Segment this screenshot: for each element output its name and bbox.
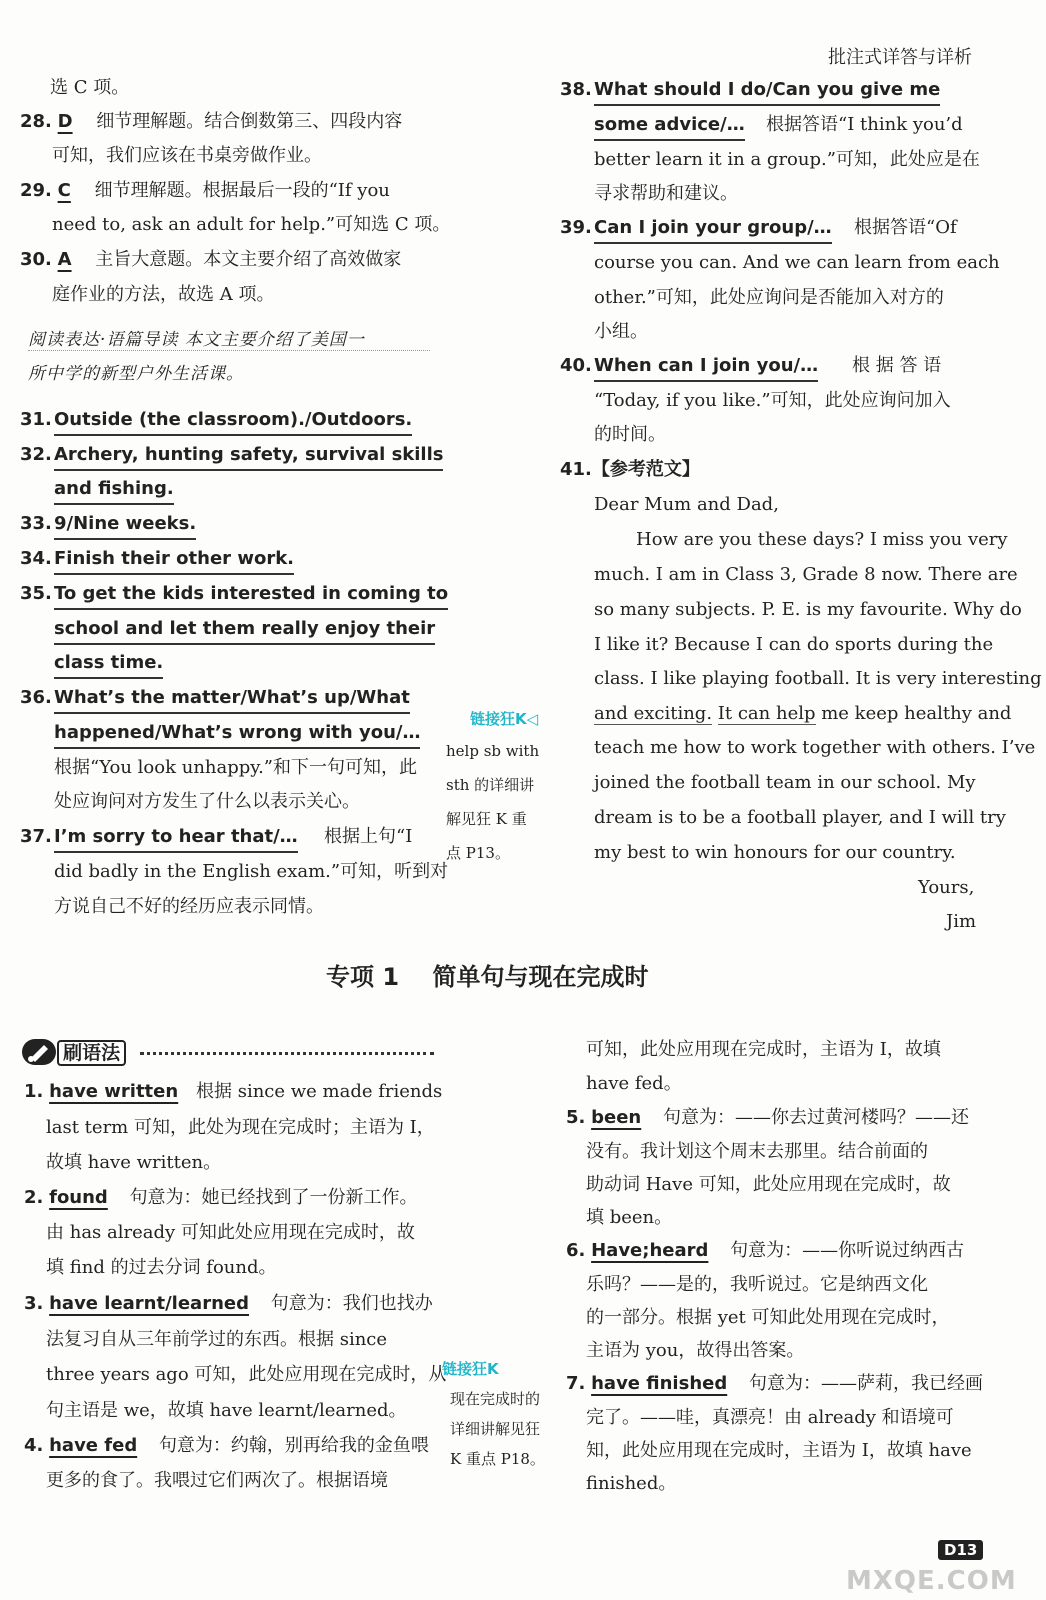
- text-line: 选 C 项。: [50, 77, 130, 98]
- answer-line: What should I do/Can you give me: [594, 78, 940, 106]
- text-line: 可知，我们应该在书桌旁做作业。: [52, 145, 322, 166]
- q41: 41.【参考范文】: [560, 459, 700, 480]
- answer-line: To get the kids interested in coming to: [54, 582, 448, 610]
- side-note-text: help sb with sth 的详细讲 解见狂 K 重 点 P13。: [446, 742, 540, 862]
- q35: 35.: [20, 583, 52, 604]
- answer-line: class time.: [54, 651, 163, 679]
- text-line: “Today, if you like.”可知，此处应询问加入: [594, 390, 951, 411]
- text-line: 的时间。: [594, 424, 666, 445]
- answer-line: Can I join your group/…: [594, 216, 832, 244]
- section-title: 专项 1 简单句与现在完成时: [326, 963, 649, 991]
- text-line: 更多的食了。我喂过它们两次了。根据语境: [46, 1470, 388, 1491]
- q37: 37.: [20, 826, 52, 847]
- text-line: 句主语是 we，故填 have learnt/learned。: [46, 1400, 407, 1421]
- text-line: 根据 since we made friends: [196, 1081, 443, 1102]
- g1: 1. have written: [24, 1081, 179, 1102]
- text-line: 的一部分。根据 yet 可知此处用现在完成时，: [586, 1307, 950, 1328]
- g3: 3. have learnt/learned 句意为：我们也找办: [24, 1293, 433, 1314]
- brush-icon: [22, 1039, 56, 1065]
- answer-line: When can I join you/…: [594, 354, 818, 382]
- q28: 28. D 细节理解题。结合倒数第三、四段内容: [20, 111, 403, 132]
- text-line: 处应询问对方发生了什么以表示关心。: [54, 791, 360, 812]
- text-line: 乐吗？——是的，我听说过。它是纳西文化: [586, 1274, 928, 1295]
- g2: 2. found 句意为：她已经找到了一份新工作。: [24, 1187, 418, 1208]
- q31: 31.: [20, 409, 52, 430]
- text-line: 助动词 Have 可知，此处应用现在完成时，故: [586, 1174, 951, 1195]
- link-k-mark: 链接狂K◁: [470, 710, 539, 728]
- answer-line: Finish their other work.: [54, 547, 294, 575]
- answer-line: happened/What’s wrong with you/…: [54, 721, 420, 749]
- text-line: need to, ask an adult for help.”可知选 C 项。: [52, 214, 451, 235]
- text-line: 法复习自从三年前学过的东西。根据 since: [46, 1329, 388, 1350]
- g4: 4. have fed 句意为：约翰，别再给我的金鱼喂: [24, 1435, 429, 1456]
- text-line: 完了。——哇，真漂亮！由 already 和语境可: [586, 1407, 954, 1428]
- text-line: last term 可知，此处为现在完成时；主语为 I，: [46, 1117, 435, 1138]
- grammar-tag: 刷语法: [22, 1038, 126, 1065]
- divider: [28, 350, 430, 351]
- text-line: 根据上句“I: [324, 826, 413, 847]
- text-line: finished。: [586, 1473, 677, 1494]
- q33: 33.: [20, 513, 52, 534]
- text-line: three years ago 可知，此处应用现在完成时，从: [46, 1364, 447, 1385]
- text-line: 填 find 的过去分词 found。: [46, 1257, 277, 1278]
- q32: 32.: [20, 444, 52, 465]
- side-note-text: 现在完成时的 详细讲解见狂 K 重点 P18。: [450, 1390, 545, 1468]
- text-line: did badly in the English exam.”可知，听到对: [54, 861, 449, 882]
- g7: 7. have finished 句意为：——萨莉，我已经画: [566, 1373, 983, 1394]
- text-line: course you can. And we can learn from each: [594, 252, 1000, 273]
- reading-guide: 阅读表达·语篇导读 本文主要介绍了美国一: [28, 330, 365, 350]
- text-line: 根 据 答 语: [852, 355, 942, 376]
- link-k-mark: 链接狂K: [442, 1360, 499, 1378]
- q39: 39.: [560, 217, 592, 238]
- text-line: 知，此处应用现在完成时，主语为 I，故填 have: [586, 1440, 972, 1461]
- q30: 30. A 主旨大意题。本文主要介绍了高效做家: [20, 249, 402, 270]
- text-line: 根据答语“Of: [854, 217, 957, 238]
- text-line: 故填 have written。: [46, 1152, 222, 1173]
- answer-line: school and let them really enjoy their: [54, 617, 435, 645]
- text-line: 由 has already 可知此处应用现在完成时，故: [46, 1222, 415, 1243]
- text-line: other.”可知，此处应询问是否能加入对方的: [594, 287, 944, 308]
- q36: 36.: [20, 687, 52, 708]
- tag-divider: [140, 1052, 434, 1055]
- answer-line: Outside (the classroom)./Outdoors.: [54, 408, 412, 436]
- watermark: MXQE.COM: [846, 1566, 1017, 1596]
- text-line: 小组。: [594, 321, 648, 342]
- text-line: 没有。我计划这个周末去那里。结合前面的: [586, 1141, 928, 1162]
- answer-line: and fishing.: [54, 477, 174, 505]
- text-line: 方说自己不好的经历应表示同情。: [54, 896, 324, 917]
- answer-line: 9/Nine weeks.: [54, 512, 196, 540]
- text-line: 可知，此处应用现在完成时，主语为 I，故填: [586, 1039, 941, 1060]
- text-line: have fed。: [586, 1073, 682, 1094]
- answer-line: Archery, hunting safety, survival skills: [54, 443, 443, 471]
- answer-line: What’s the matter/What’s up/What: [54, 686, 410, 714]
- answer-line: some advice/…: [594, 113, 745, 141]
- answer-line: I’m sorry to hear that/…: [54, 825, 298, 853]
- reading-guide-2: 所中学的新型户外生活课。: [28, 364, 244, 384]
- g6: 6. Have;heard 句意为：——你听说过纳西古: [566, 1240, 965, 1261]
- page-number: D13: [938, 1540, 983, 1560]
- q38: 38.: [560, 79, 592, 100]
- running-header: 批注式详答与详析: [828, 47, 972, 68]
- text-line: 根据“You look unhappy.”和下一句可知，此: [54, 757, 417, 778]
- text-line: 寻求帮助和建议。: [594, 183, 738, 204]
- text-line: better learn it in a group.”可知，此处应是在: [594, 149, 980, 170]
- g5: 5. been 句意为：——你去过黄河楼吗？——还: [566, 1107, 969, 1128]
- text-line: 根据答语“I think you’d: [766, 114, 963, 135]
- q34: 34.: [20, 548, 52, 569]
- text-line: 庭作业的方法，故选 A 项。: [52, 284, 275, 305]
- text-line: 填 been。: [586, 1207, 673, 1228]
- text-line: 主语为 you，故得出答案。: [586, 1340, 805, 1361]
- q29: 29. C 细节理解题。根据最后一段的“If you: [20, 180, 390, 201]
- q40: 40.: [560, 355, 592, 376]
